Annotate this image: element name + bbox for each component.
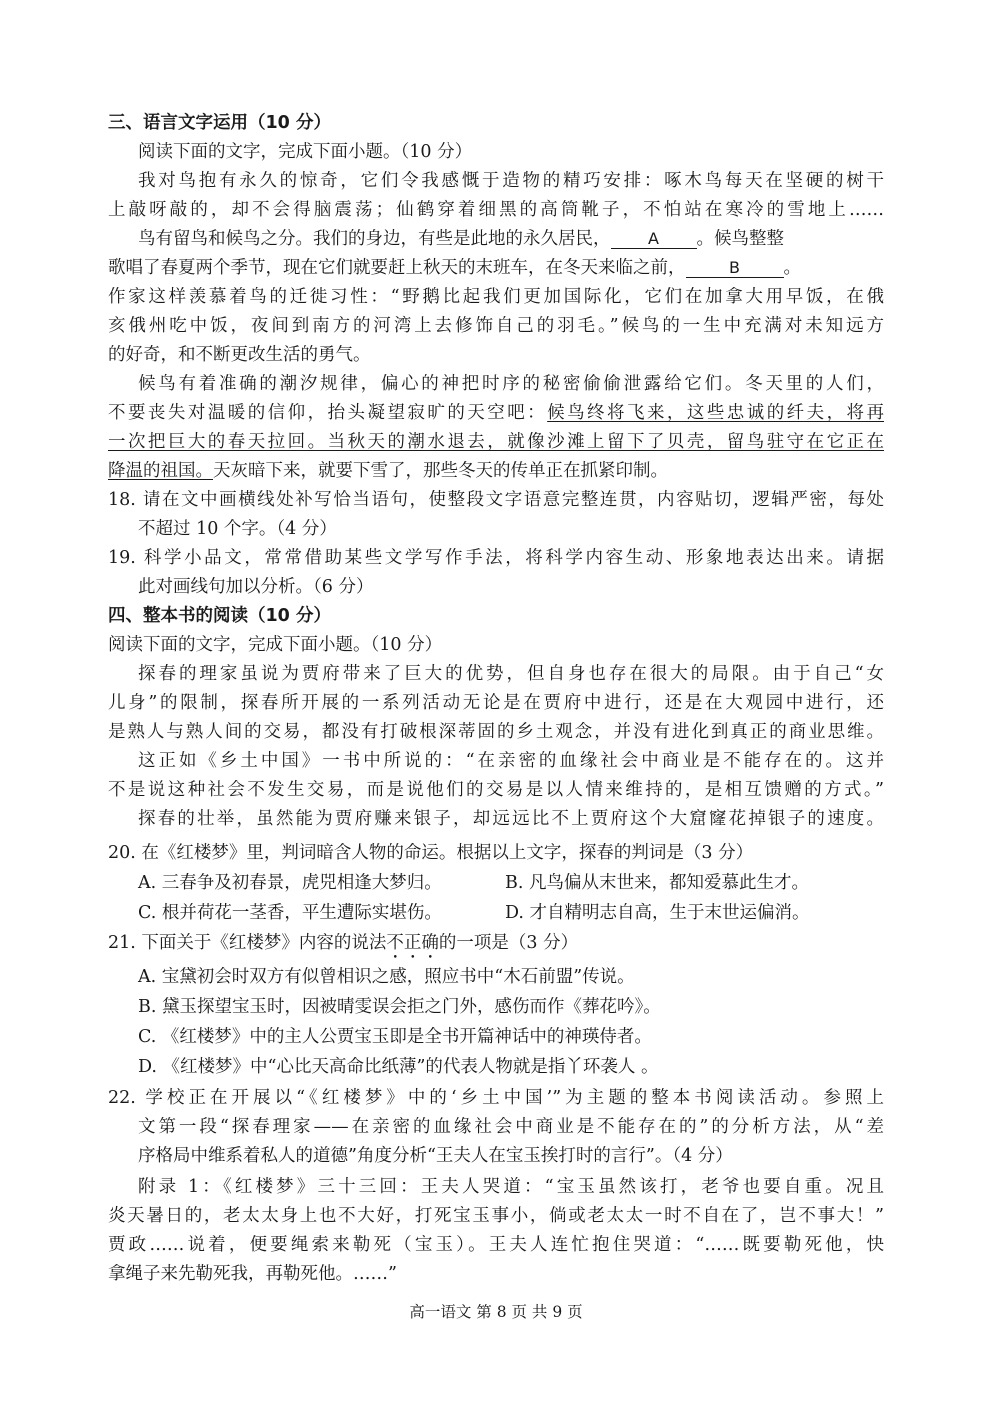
appendix-line4: 拿绳子来先勒死我，再勒死他。……”: [108, 1264, 397, 1284]
question-18-line1: 18. 请在文中画横线处补写恰当语句，使整段文字语意完整连贯，内容贴切，逻辑严密，每处: [108, 490, 884, 510]
s3-para1-line2: 上敲呀敲的，却不会得脑震荡；仙鹤穿着细黑的高筒靴子，不怕站在寒冷的雪地上……: [108, 200, 884, 220]
underlined-sentence-part1: 候鸟终将飞来，这些忠诚的纤夫，将再: [547, 403, 885, 423]
appendix-line3: 贾政……说着，便要绳索来勒死（宝玉）。王夫人连忙抱住哭道：“……既要勒死他，快: [108, 1235, 884, 1255]
s3-para3-line1: 候鸟有着准确的潮汐规律，偏心的神把时序的秘密偷偷泄露给它们。冬天里的人们，: [138, 374, 884, 394]
blank-b: B: [686, 259, 784, 278]
s3-para3-line4: [108, 456, 884, 486]
question-22-line1: 22. 学校正在开展以“《红楼梦》中的‘乡土中国’”为主题的整本书阅读活动。参照上: [108, 1088, 884, 1108]
s3-para2-line4: 亥俄州吃中饭，夜间到南方的河湾上去修饰自己的羽毛。”候鸟的一生中充满对未知远方: [108, 316, 884, 336]
s3-para2-text-c: 歌唱了春夏两个季节，现在它们就要赶上秋天的末班车，在冬天来临之前，: [108, 258, 686, 278]
q20-option-b: B. 凡鸟偏从末世来，都知爱慕此生才。: [505, 873, 809, 893]
s3-para1-line1: 我对鸟抱有永久的惊奇，它们令我感慨于造物的精巧安排：啄木鸟每天在坚硬的树干: [138, 171, 884, 191]
s3-para2-line3: 作家这样羡慕着鸟的迁徙习性：“野鹅比起我们更加国际化，它们在加拿大用早饭，在俄: [108, 287, 884, 307]
s4-para1-line1: 探春的理家虽说为贾府带来了巨大的优势，但自身也存在很大的局限。由于自己“女: [138, 664, 884, 684]
section-3-intro: 阅读下面的文字，完成下面小题。（10 分）: [138, 142, 473, 162]
appendix-line2: 炎天暑日的，老太太身上也不大好，打死宝玉事小，倘或老太太一时不自在了，岂不事大！”: [108, 1206, 884, 1226]
s4-para1-line3: 是熟人与熟人间的交易，都没有打破根深蒂固的乡土观念，并没有进化到真正的商业思维。: [108, 722, 884, 742]
q20-option-c: C. 根并荷花一茎香，平生遭际实堪伤。: [138, 903, 442, 923]
underlined-sentence-part3: 降温的祖国。: [108, 461, 213, 481]
section-4-heading: 四、整本书的阅读（10 分）: [108, 606, 331, 626]
question-21: [108, 928, 884, 958]
s3-para3-text: 不要丧失对温暖的信仰，抬头凝望寂旷的天空吧：: [108, 403, 548, 423]
page-footer: 高一语文 第 8 页 共 9 页: [409, 1303, 583, 1321]
s3-para2-line1: [138, 224, 884, 254]
s3-para2-line2: [108, 253, 884, 283]
s3-para3-end: 天灰暗下来，就要下雪了，那些冬天的传单正在抓紧印制。: [213, 461, 668, 481]
question-22-line3: 序格局中维系着私人的道德”角度分析“王夫人在宝玉挨打时的言行”。（4 分）: [138, 1146, 733, 1166]
s3-para3-line2: [108, 398, 884, 428]
question-22-line2: 文第一段“探春理家——在亲密的血缘社会中商业是不能存在的”的分析方法，从“差: [138, 1117, 884, 1137]
q21-option-b: B. 黛玉探望宝玉时，因被晴雯误会拒之门外，感伤而作《葬花吟》。: [138, 997, 661, 1017]
section-4-intro: 阅读下面的文字，完成下面小题。（10 分）: [108, 635, 443, 655]
question-20: 20. 在《红楼梦》里，判词暗含人物的命运。根据以上文字，探春的判词是（3 分）: [108, 843, 754, 863]
q21-option-a: A. 宝黛初会时双方有似曾相识之感，照应书中“木石前盟”传说。: [138, 967, 635, 987]
q20-option-d: D. 才自精明志自高，生于末世运偏消。: [505, 903, 810, 923]
q20-option-a: A. 三春争及初春景，虎兕相逢大梦归。: [138, 873, 442, 893]
s3-para2-line5: 的好奇，和不断更改生活的勇气。: [108, 345, 371, 365]
question-19-line1: 19. 科学小品文，常常借助某些文学写作手法，将科学内容生动、形象地表达出来。请据: [108, 548, 884, 568]
q21-option-d: D. 《红楼梦》中“心比天高命比纸薄”的代表人物就是指丫环袭人 。: [138, 1057, 659, 1077]
s4-para3-line1: 探春的壮举，虽然能为贾府赚来银子，却远远比不上贾府这个大窟窿花掉银子的速度。: [138, 809, 884, 829]
q21-emphasis: 不正确: [386, 933, 439, 953]
underlined-sentence-part2: 一次把巨大的春天拉回。当秋天的潮水退去，就像沙滩上留下了贝壳，留鸟驻守在它正在: [108, 432, 884, 452]
s3-para2-text-d: 。: [783, 258, 801, 278]
s4-para1-line2: 儿身”的限制，探春所开展的一系列活动无论是在贾府中进行，还是在大观园中进行，还: [108, 693, 884, 713]
section-3-heading: 三、语言文字运用（10 分）: [108, 113, 331, 133]
s3-para2-text-b: 。候鸟整整: [696, 229, 784, 249]
s3-para2-text-a: 鸟有留鸟和候鸟之分。我们的身边，有些是此地的永久居民，: [138, 229, 611, 249]
blank-a: A: [611, 230, 697, 249]
q21-option-c: C. 《红楼梦》中的主人公贾宝玉即是全书开篇神话中的神瑛侍者。: [138, 1027, 652, 1047]
s4-para2-line1: 这正如《乡土中国》一书中所说的：“在亲密的血缘社会中商业是不能存在的。这并: [138, 751, 884, 771]
q21-text-a: 21. 下面关于《红楼梦》内容的说法: [108, 933, 387, 953]
q21-text-b: 的一项是（3 分）: [438, 933, 579, 953]
appendix-line1: 附录 1：《红楼梦》三十三回：王夫人哭道：“宝玉虽然该打，老爷也要自重。况且: [138, 1177, 884, 1197]
s4-para2-line2: 不是说这种社会不发生交易，而是说他们的交易是以人情来维持的，是相互馈赠的方式。”: [108, 780, 884, 800]
question-18-line2: 不超过 10 个字。（4 分）: [138, 519, 337, 539]
question-19-line2: 此对画线句加以分析。（6 分）: [138, 577, 374, 597]
